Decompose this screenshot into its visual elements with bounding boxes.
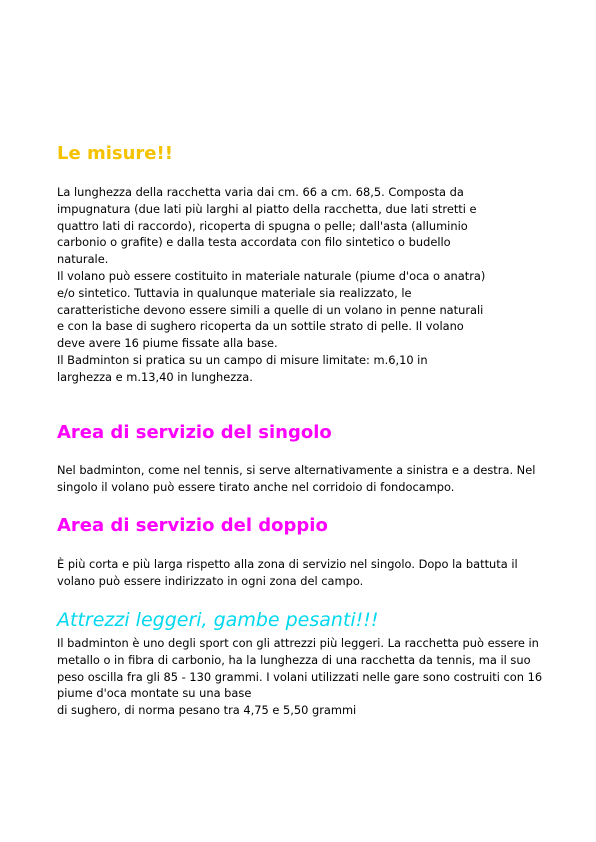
text-line: e/o sintetico. Tuttavia in qualunque materiale sia realizzato, le xyxy=(57,285,412,300)
text-line: e con la base di sughero ricoperta da un sottile strato di pelle. Il volano xyxy=(57,319,464,334)
text-line: di sughero, di norma pesano tra 4,75 e 5,50 grammi xyxy=(57,703,357,718)
heading-area-servizio-doppio: Area di servizio del doppio xyxy=(57,515,328,536)
paragraph-attrezzi-leggeri xyxy=(57,635,542,719)
paragraph-le-misure xyxy=(57,184,485,386)
text-line: singolo il volano può essere tirato anche nel corridoio di fondocampo. xyxy=(57,479,455,494)
text-line: volano può essere indirizzato in ogni zona del campo. xyxy=(57,573,364,588)
text-line: deve avere 16 piume fissate alla base. xyxy=(57,336,278,351)
paragraph-area-servizio-doppio xyxy=(57,556,518,590)
paragraph-area-servizio-singolo xyxy=(57,462,535,496)
text-line: caratteristiche devono essere simili a quelle di un volano in penne naturali xyxy=(57,302,484,317)
text-line: Il Badminton si pratica su un campo di misure limitate: m.6,10 in xyxy=(57,352,428,367)
text-line: Nel badminton, come nel tennis, si serve alternativamente a sinistra e a destra. Nel xyxy=(57,463,536,477)
text-line: impugnatura (due lati più larghi al piatto della racchetta, due lati stretti e xyxy=(57,201,477,216)
text-line: naturale. xyxy=(57,252,109,267)
text-line: carbonio o grafite) e dalla testa accordata con filo sintetico o budello xyxy=(57,235,451,250)
heading-attrezzi-leggeri: Attrezzi leggeri, gambe pesanti!!! xyxy=(57,609,379,631)
text-line: quattro lati di raccordo), ricoperta di spugna o pelle; dall'asta (alluminio xyxy=(57,218,468,233)
text-line: metallo o in fibra di carbonio, ha la lunghezza di una racchetta da tennis, ma il suo xyxy=(57,652,531,667)
text-line: larghezza e m.13,40 in lunghezza. xyxy=(57,369,253,384)
heading-le-misure: Le misure!! xyxy=(57,143,173,164)
text-line: È più corta e più larga rispetto alla zona di servizio nel singolo. Dopo la battuta il xyxy=(57,557,518,571)
text-line: peso oscilla fra gli 85 - 130 grammi. I volani utilizzati nelle gare sono costruiti con 16 xyxy=(57,669,543,684)
text-line: La lunghezza della racchetta varia dai cm. 66 a cm. 68,5. Composta da xyxy=(57,185,464,199)
text-line: Il volano può essere costituito in materiale naturale (piume d'oca o anatra) xyxy=(57,268,486,283)
text-line: Il badminton è uno degli sport con gli attrezzi più leggeri. La racchetta può essere in xyxy=(57,636,539,650)
heading-area-servizio-singolo: Area di servizio del singolo xyxy=(57,422,332,443)
text-line: piume d'oca montate su una base xyxy=(57,686,252,701)
